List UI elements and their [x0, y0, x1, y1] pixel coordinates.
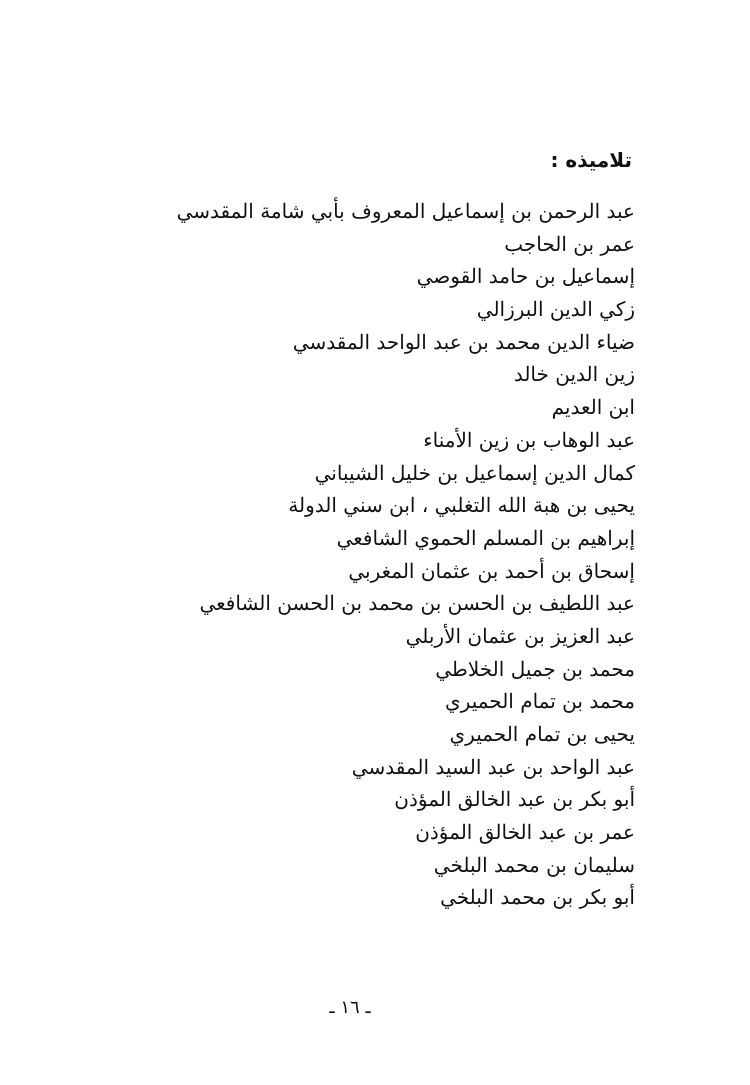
list-item: زكي الدين البرزالي [476, 297, 635, 322]
list-item: إسحاق بن أحمد بن عثمان المغربي [348, 558, 635, 583]
list-item: محمد بن تمام الحميري [445, 689, 635, 714]
list-item: كمال الدين إسماعيل بن خليل الشيباني [314, 460, 635, 485]
list-item: عبد الرحمن بن إسماعيل المعروف بأبي شامة المقدسي [176, 199, 635, 223]
section-heading: تلاميذه : [550, 148, 632, 172]
list-item: عبد الوهاب بن زين الأمناء [423, 427, 635, 452]
list-item: إسماعيل بن حامد القوصي [416, 264, 635, 289]
page-number: ـ ١٦ ـ [329, 997, 371, 1018]
list-item: ابن العديم [551, 395, 635, 420]
list-item: محمد بن جميل الخلاطي [435, 656, 635, 681]
students-list [115, 195, 635, 914]
list-item: عمر بن عبد الخالق المؤذن [415, 820, 635, 845]
list-item: يحيى بن تمام الحميري [449, 722, 635, 746]
list-item: سليمان بن محمد البلخي [433, 852, 635, 877]
list-item: عبد اللطيف بن الحسن بن محمد بن الحسن الشافعي [199, 591, 635, 616]
list-item: عمر بن الحاجب [504, 231, 635, 256]
list-item: عبد الواحد بن عبد السيد المقدسي [351, 754, 635, 779]
list-item: يحيى بن هبة الله التغلبي ، ابن سني الدولة [288, 493, 635, 518]
list-item: أبو بكر بن عبد الخالق المؤذن [394, 787, 635, 812]
list-item: زين الدين خالد [513, 362, 635, 387]
list-item: أبو بكر بن محمد البلخي [440, 885, 635, 910]
list-item: عبد العزيز بن عثمان الأربلي [405, 623, 635, 648]
list-item: ضياء الدين محمد بن عبد الواحد المقدسي [292, 329, 635, 354]
list-item: إبراهيم بن المسلم الحموي الشافعي [336, 525, 635, 550]
